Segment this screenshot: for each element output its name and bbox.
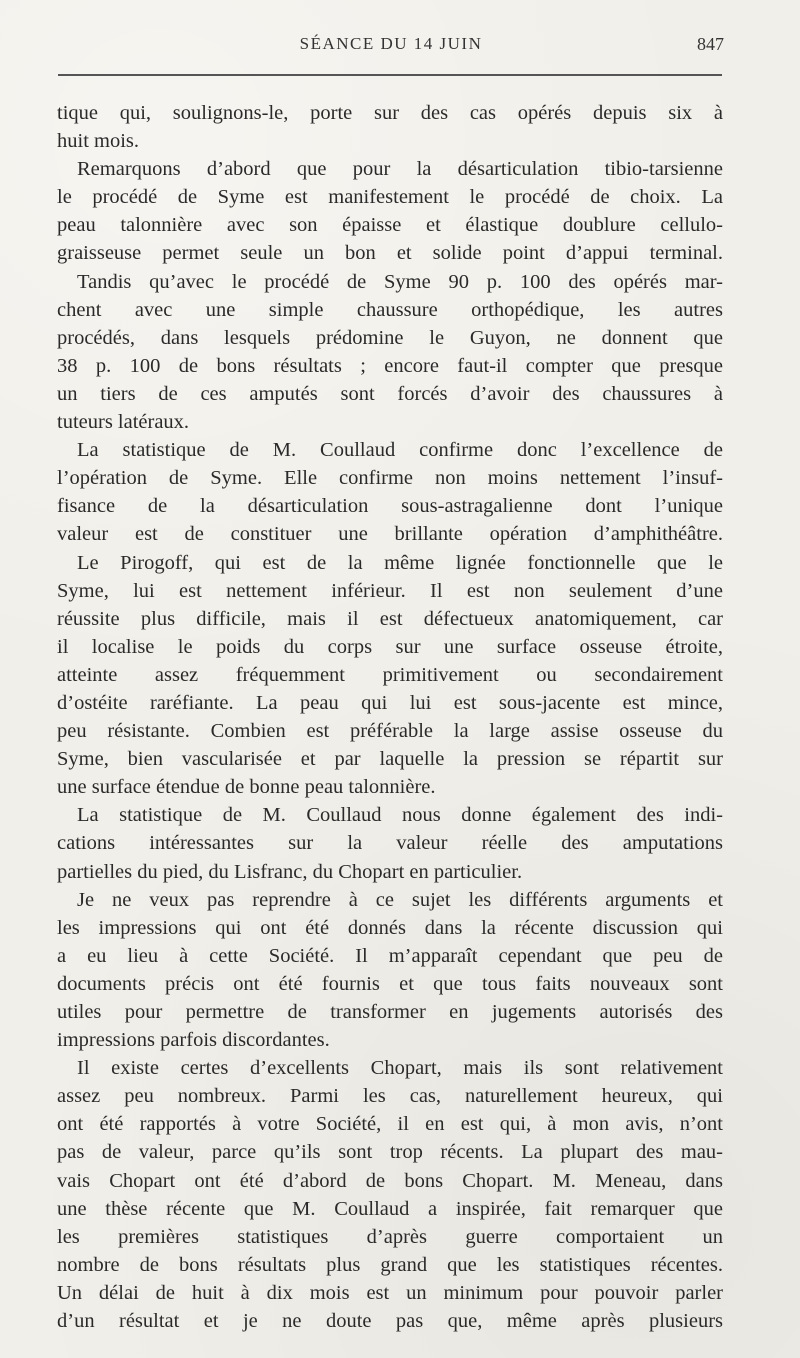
text-line: Tandis qu’avec le procédé de Syme 90 p. 100 des opérés mar- <box>77 270 723 293</box>
text-line: une thèse récente que M. Coullaud a inspirée, fait remarquer que <box>57 1197 723 1220</box>
text-line: Syme, bien vascularisée et par laquelle la pression se répartit sur <box>57 748 723 771</box>
text-line: les impressions qui ont été donnés dans la récente discussion qui <box>57 916 723 939</box>
text-line: La statistique de M. Coullaud nous donne également des indi- <box>77 804 723 827</box>
header-rule <box>58 74 722 76</box>
text-line: utiles pour permettre de transformer en jugements autorisés des <box>57 1001 723 1023</box>
text-line: vais Chopart ont été d’abord de bons Chopart. M. Meneau, dans <box>57 1169 723 1192</box>
text-line: valeur est de constituer une brillante opération d’amphithéâtre. <box>57 523 723 546</box>
text-line: peau talonnière avec son épaisse et élastique doublure cellulo- <box>57 214 723 237</box>
text-line: pas de valeur, parce qu’ils sont trop récents. La plupart des mau- <box>57 1141 723 1164</box>
text-line: graisseuse permet seule un bon et solide point d’appui terminal. <box>57 242 723 265</box>
text-line: impressions parfois discordantes. <box>57 1029 330 1052</box>
text-line: tuteurs latéraux. <box>57 411 190 434</box>
text-line: d’ostéite raréfiante. La peau qui lui est sous-jacente est mince, <box>57 691 723 714</box>
text-line: Syme, lui est nettement inférieur. Il est non seulement d’une <box>57 579 723 602</box>
text-line: documents précis ont été fournis et que tous faits nouveaux sont <box>57 972 723 995</box>
text-line: atteinte assez fréquemment primitivement ou secondairement <box>57 663 723 686</box>
text-line: huit mois. <box>57 130 140 153</box>
text-line: Un délai de huit à dix mois est un minimum pour pouvoir parler <box>57 1281 723 1304</box>
text-line: 38 p. 100 de bons résultats ; encore faut-il compter que presque <box>57 354 723 377</box>
text-line: La statistique de M. Coullaud confirme donc l’excellence de <box>77 439 723 462</box>
text-line: Je ne veux pas reprendre à ce sujet les différents arguments et <box>77 888 723 911</box>
page-header <box>58 34 724 62</box>
text-line: procédés, dans lesquels prédomine le Guyon, ne donnent que <box>57 326 723 349</box>
text-line: réussite plus difficile, mais il est défectueux anatomiquement, car <box>57 607 723 630</box>
text-line: fisance de la désarticulation sous-astragalienne dont l’unique <box>57 495 723 518</box>
text-line: tique qui, soulignons-le, porte sur des cas opérés depuis six à <box>57 102 723 124</box>
text-line: Il existe certes d’excellents Chopart, mais ils sont relativement <box>77 1057 723 1080</box>
text-line: Le Pirogoff, qui est de la même lignée fonctionnelle que le <box>77 551 723 574</box>
text-line: l’opération de Syme. Elle confirme non moins nettement l’insuf- <box>57 467 723 490</box>
text-line: cations intéressantes sur la valeur réelle des amputations <box>57 832 723 855</box>
text-line: partielles du pied, du Lisfranc, du Chopart en particulier. <box>57 860 523 883</box>
running-title: SÉANCE DU 14 JUIN <box>299 34 483 53</box>
text-line: il localise le poids du corps sur une surface osseuse étroite, <box>57 635 723 658</box>
page-number: 847 <box>697 34 724 54</box>
text-line: les premières statistiques d’après guerre comportaient un <box>57 1225 723 1248</box>
body-text <box>57 99 723 1335</box>
text-line: nombre de bons résultats plus grand que les statistiques récentes. <box>57 1253 723 1276</box>
text-line: d’un résultat et je ne doute pas que, même après plusieurs <box>57 1310 723 1333</box>
text-line: a eu lieu à cette Société. Il m’apparaît cependant que peu de <box>57 944 723 967</box>
text-line: peu résistante. Combien est préférable la large assise osseuse du <box>57 720 723 743</box>
text-line: Remarquons d’abord que pour la désarticulation tibio-tarsienne <box>77 158 723 181</box>
text-line: un tiers de ces amputés sont forcés d’avoir des chaussures à <box>57 382 723 405</box>
text-line: une surface étendue de bonne peau talonnière. <box>57 776 436 799</box>
text-line: assez peu nombreux. Parmi les cas, naturellement heureux, qui <box>57 1085 723 1108</box>
text-line: chent avec une simple chaussure orthopédique, les autres <box>57 298 723 321</box>
text-line: le procédé de Syme est manifestement le procédé de choix. La <box>57 186 723 209</box>
text-line: ont été rapportés à votre Société, il en est qui, à mon avis, n’ont <box>57 1113 723 1136</box>
